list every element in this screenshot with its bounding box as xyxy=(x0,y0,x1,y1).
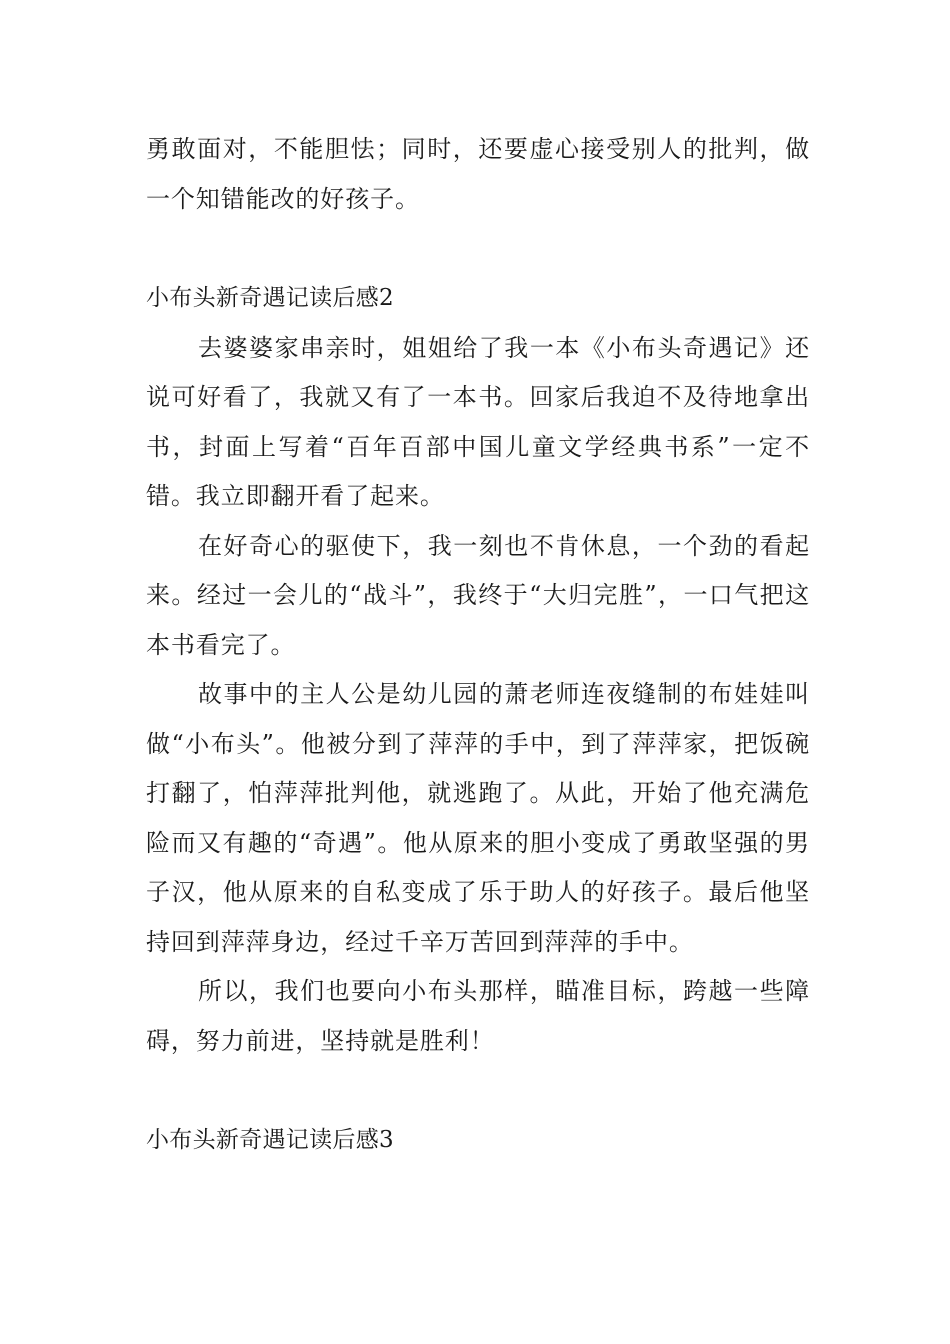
section-3-title: 小布头新奇遇记读后感3 xyxy=(146,1127,394,1153)
document-body xyxy=(146,125,810,1166)
section-2-title: 小布头新奇遇记读后感2 xyxy=(146,285,394,311)
section-2-paragraph-4: 所以，我们也要向小布头那样，瞄准目标，跨越一些障碍，努力前进，坚持就是胜利！ xyxy=(146,977,810,1055)
section-2-paragraph-3: 故事中的主人公是幼儿园的萧老师连夜缝制的布娃娃叫做“小布头”。他被分到了萍萍的手中，到了萍萍家，把饭碗打翻了，怕萍萍批判他，就逃跑了。从此，开始了他充满危险而又有趣的“奇遇”。他从原来的胆小变成了勇敢坚强的男子汉，他从原来的自私变成了乐于助人的好孩子。最后他坚持回到萍萍身边，经过千辛万苦回到萍萍的手中。 xyxy=(146,680,810,956)
continuation-paragraph: 勇敢面对，不能胆怯；同时，还要虚心接受别人的批判，做一个知错能改的好孩子。 xyxy=(146,135,810,213)
section-2-paragraph-2: 在好奇心的驱使下，我一刻也不肯休息，一个劲的看起来。经过一会儿的“战斗”，我终于“大归完胜”，一口气把这本书看完了。 xyxy=(146,531,810,659)
section-2-paragraph-1: 去婆婆家串亲时，姐姐给了我一本《小布头奇遇记》还说可好看了，我就又有了一本书。回家后我迫不及待地拿出书，封面上写着“百年百部中国儿童文学经典书系”一定不错。我立即翻开看了起来。 xyxy=(146,333,810,510)
